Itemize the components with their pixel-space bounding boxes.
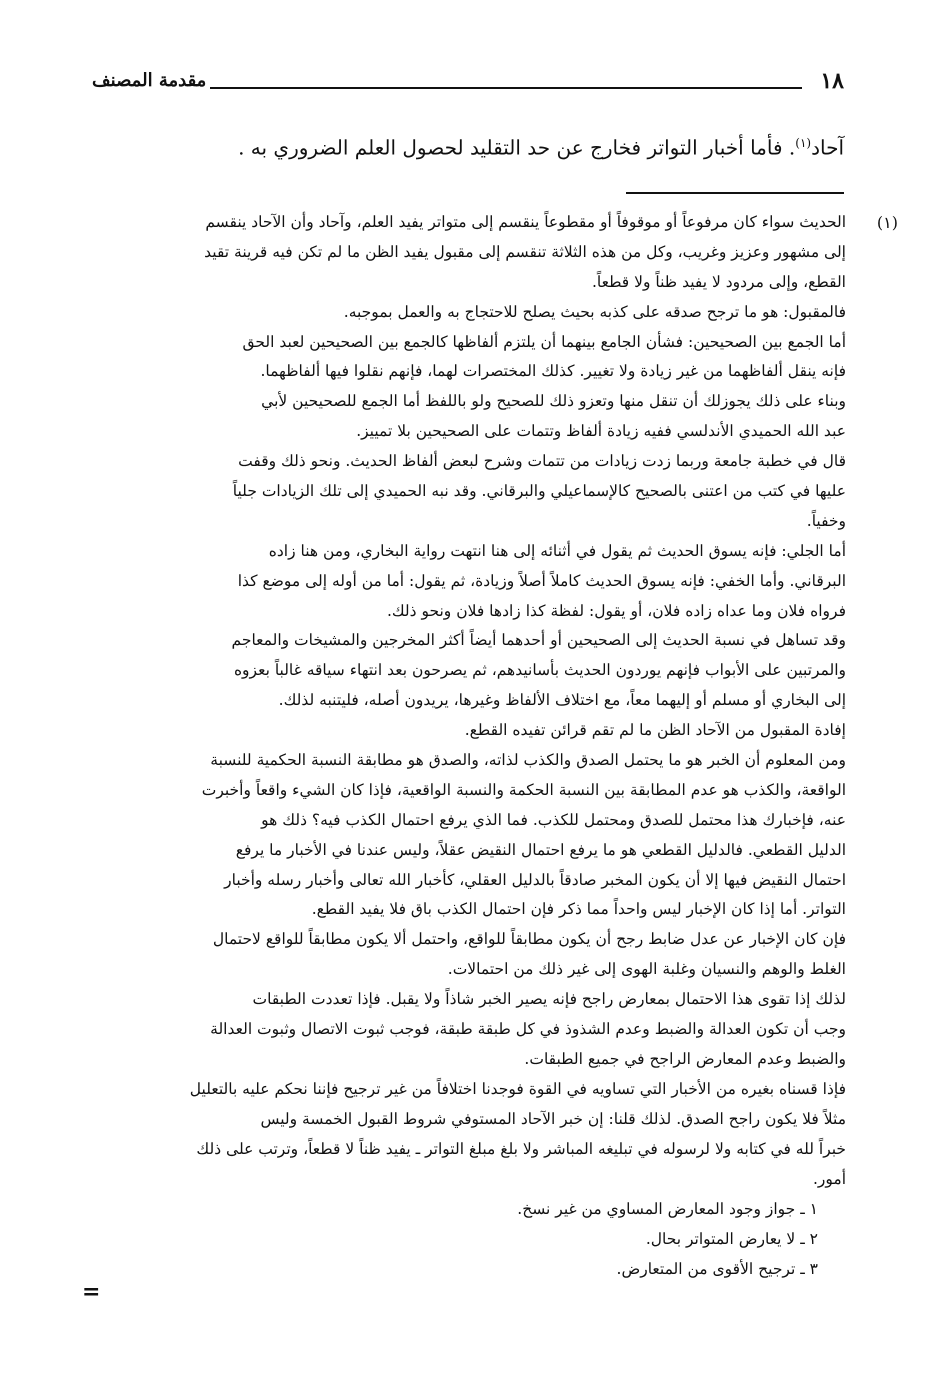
footnote-line: فإن كان الإخبار عن عدل ضابط رجح أن يكون مطابقاً للواقع، واحتمل ألا يكون مطابقاً للواقع لاحتمال: [212, 930, 846, 949]
footnote-line: الدليل القطعي. فالدليل القطعي هو ما يرفع احتمال النقيض عقلاً، وليس عندنا في الأخبار ما يرفع: [235, 840, 846, 859]
footnote-line: أما الجمع بين الصحيحين: فشأن الجامع بينهما أن يلتزم ألفاظها كالجمع بين الصحيحين لعبد الحق: [242, 332, 846, 351]
footnote-line: فالمقبول: هو ما ترجح صدقه على كذبه بحيث يصلح للاحتجاج به والعمل بموجبه.: [343, 302, 846, 321]
footnote-separator: [626, 192, 844, 194]
footnote-line: إلى البخاري أو مسلم أو إليهما معاً، مع اختلاف الألفاظ وغيرها، يريدون أصله، فليتنبه لذلك.: [278, 691, 846, 710]
footnote-line: لذلك إذا تقوى هذا الاحتمال بمعارض راجح فإنه يصير الخبر شاذاً ولا يقبل. فإذا تعددت الطبقات: [252, 990, 846, 1009]
footnote-line: عبد الله الحميدي الأندلسي ففيه زيادة ألفاظ وتتمات على الصحيحين بلا تمييز.: [356, 422, 846, 441]
footnote-line: أما الجلي: فإنه يسوق الحديث ثم يقول في أثنائه إلى هنا انتهت رواية البخاري، ومن هنا زاده: [268, 541, 846, 560]
main-text-rest: . فأما أخبار التواتر فخارج عن حد التقليد لحصول العلم الضروري به .: [238, 135, 796, 160]
footnote-line: فإذا قسناه بغيره من الأخبار التي تساويه في القوة فوجدنا اختلافاً من غير ترجيح فإننا نحكم عليه بالتعليل: [189, 1079, 846, 1098]
list-item: ٣ ـ ترجيح الأقوى من المتعارض.: [616, 1260, 818, 1279]
footnote-line: وجب أن تكون العدالة والضبط وعدم الشذوذ في كل طبقة طبقة، فوجب ثبوت الاتصال وثبوت العدالة: [210, 1020, 846, 1039]
header-rule: [210, 87, 802, 89]
footnote-marker: (١): [876, 213, 898, 232]
footnote-line: عنه، فإخبارك هذا محتمل للصدق ومحتمل للكذب. فما الذي يرفع احتمال الكذب فيه؟ ذلك هو: [261, 810, 846, 829]
footnote-line: ومن المعلوم أن الخبر هو ما يحتمل الصدق والكذب لذاته، والصدق هو مطابقة النسبة الحكمية للنسبة: [210, 751, 846, 770]
footnote-line: خبراً لله في كتابه ولا لرسوله في تبليغه المباشر ولا بلغ مبلغ التواتر ـ يفيد ظناً لا قطعاً، وترتب على ذلك: [196, 1139, 846, 1158]
footnote-line: فإنه ينقل ألفاظهما من غير زيادة ولا تغيير. كذلك المختصرات لهما، فإنهم نقلوا فيها ألفاظهما.: [260, 362, 846, 381]
footnote-reference: (١): [795, 136, 812, 150]
running-header: [92, 66, 844, 100]
consequences-list: [130, 1194, 846, 1284]
footnote-body: [130, 208, 846, 1284]
footnote-line: إلى مشهور وعزيز وغريب، وكل من هذه الثلاثة تنقسم إلى مقبول يفيد الظن ما لم تكن فيه قرينة تقيد: [204, 242, 846, 261]
footnote-line: والضبط وعدم المعارض الراجح في جميع الطبقات.: [524, 1049, 846, 1068]
footnote-line: وبناء على ذلك يجوزلك أن تنقل منها وتعزو ذلك للصحيح ولو باللفظ أما الجمع للصحيحين لأبي: [261, 392, 846, 411]
footnote-line: قال في خطبة جامعة وربما زدت زيادات من تتمات وشرح لبعض ألفاظ الحديث. ونحو ذلك وقفت: [238, 452, 846, 471]
footnote-line: إفادة المقبول من الآحاد الظن ما لم تقم قرائن تفيده القطع.: [464, 721, 846, 740]
footnote-line: فرواه فلان وما عداه زاده فلان، أو يقول: لفظة كذا زادها فلان ونحو ذلك.: [386, 601, 846, 620]
footnote-line: التواتر. أما إذا كان الإخبار ليس واحداً مما ذكر فإن احتمال الكذب باق فلا يفيد القطع.: [311, 900, 846, 919]
main-paragraph: [184, 118, 844, 173]
footnote-line: وقد تساهل في نسبة الحديث إلى الصحيحين أو أحدهما أيضاً أكثر المخرجين والمشيخات والمعاجم: [231, 631, 846, 650]
footnote-line: والمرتبين على الأبواب فإنهم يوردون الحديث بأسانيدهم، ثم يصرحون بعد انتهاء سياقه غالباً بعزوه: [233, 661, 846, 680]
footnote-line: أمور.: [812, 1169, 846, 1188]
footnote-line: عليها في كتب من اعتنى بالصحيح كالإسماعيلي والبرقاني. وقد نبه الحميدي إلى تلك الزيادات جلياً: [232, 482, 846, 501]
footnote-line: الحديث سواء كان مرفوعاً أو موقوفاً أو مقطوعاً ينقسم إلى متواتر يفيد العلم، وآحاد وأن الآحاد ينقسم: [205, 213, 846, 231]
footnote-line: مثلاً فلا يكون راجح الصدق. لذلك قلنا: إن خبر الآحاد المستوفي شروط القبول الخمسة وليس: [260, 1109, 846, 1128]
footnote-line: القطع، وإلى مردود لا يفيد ظناً ولا قطعاً.: [591, 272, 846, 291]
list-item: ٢ ـ لا يعارض المتواتر بحال.: [645, 1230, 818, 1249]
footnote-line: الواقعة، والكذب هو عدم المطابقة بين النسبة الحكمة والنسبة الواقعية، فإذا كان الشيء واقعاً وأخبرت: [201, 780, 846, 799]
list-item: ١ ـ جواز وجود المعارض المساوي من غير نسخ.: [517, 1200, 818, 1219]
page-number: ١٨: [820, 68, 844, 94]
footnote-line: البرقاني. وأما الخفي: فإنه يسوق الحديث كاملاً أصلاً وزيادة، ثم يقول: أما من أوله إلى موضع كذا: [237, 571, 846, 590]
footnote-line: احتمال النقيض فيها إلا أن يكون المخبر صادقاً بالدليل العقلي، كأخبار الله تعالى وأخبار رسله وأخبار: [224, 870, 846, 889]
running-title: مقدمة المصنف: [92, 70, 207, 91]
main-text-start: آحاد: [811, 135, 844, 160]
continuation-mark: =: [82, 1279, 101, 1305]
footnote-line: وخفياً.: [806, 511, 846, 530]
footnote-line: الغلط والوهم والنسيان وغلبة الهوى إلى غير ذلك من احتمالات.: [447, 960, 846, 979]
